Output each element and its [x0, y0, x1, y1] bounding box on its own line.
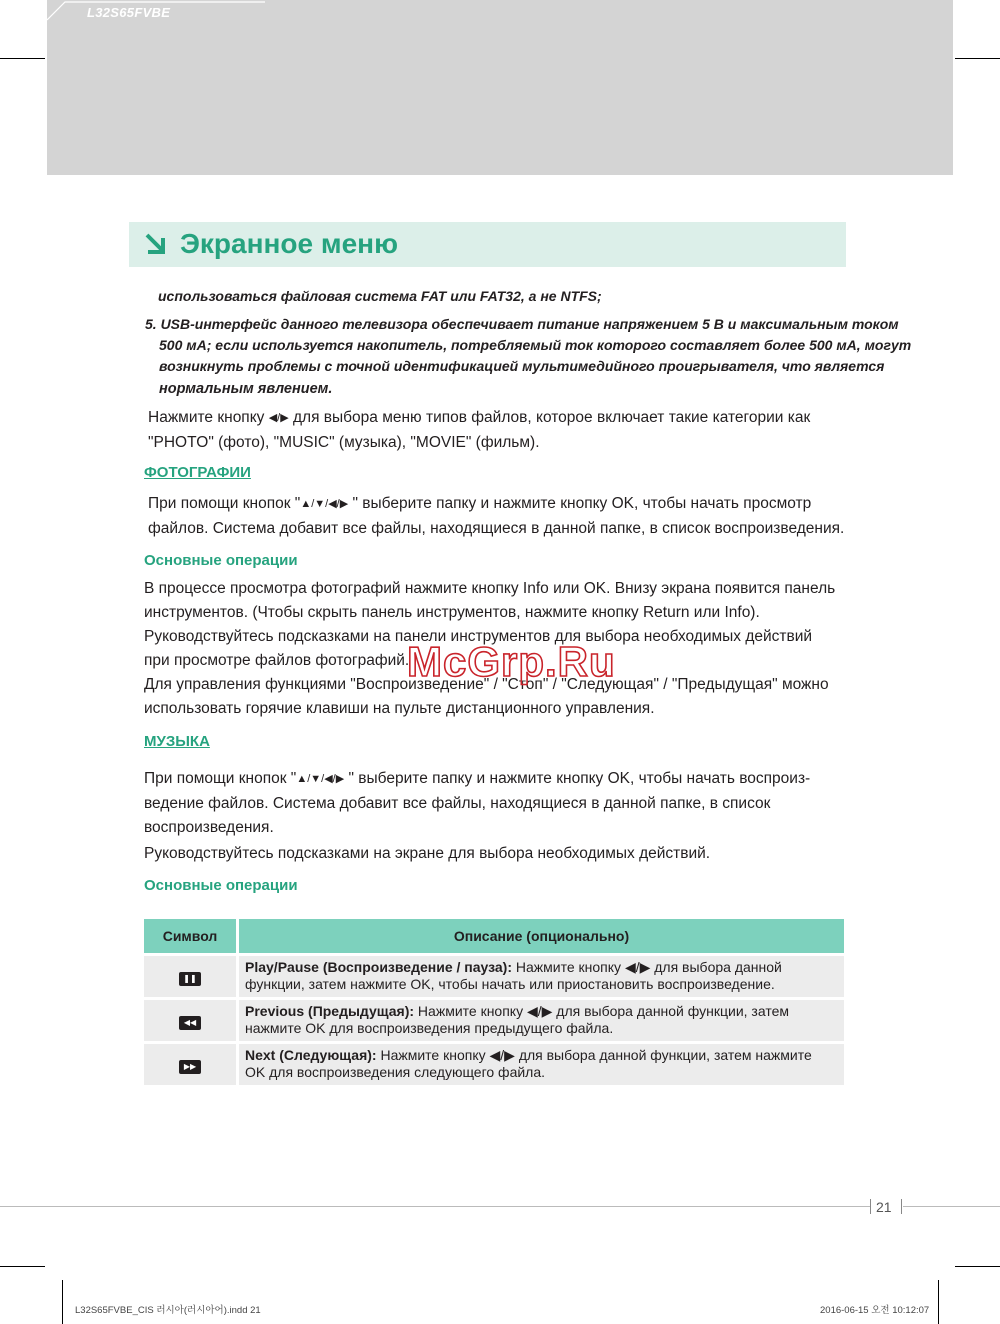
photos-line: файлов. Система добавит все файлы, находящиеся в данной папке, в список воспроизведения. — [148, 519, 845, 537]
operations-table — [144, 916, 844, 1088]
description-cell — [239, 1000, 844, 1041]
text-line: Руководствуйтесь подсказками на панели инструментов для выбора необходимых действий — [144, 628, 813, 645]
text: " выберите папку и нажмите кнопку OK, чтобы начать просмотр — [348, 495, 812, 512]
direction-arrows-icon: ▲/▼/◀/▶ — [296, 773, 345, 785]
crop-mark — [870, 1199, 871, 1214]
note-item-5 — [145, 314, 911, 400]
photos-paragraph — [148, 492, 844, 540]
function-title: Next (Следующая): — [245, 1047, 377, 1063]
function-title: Previous (Предыдущая): — [245, 1003, 415, 1019]
symbol-cell — [144, 1000, 239, 1041]
function-text: OK для воспроизведения следующего файла. — [245, 1064, 546, 1080]
text-line: В процессе просмотра фотографий нажмите кнопку Info или OK. Внизу экрана появится панель — [144, 580, 836, 597]
model-name: L32S65FVBE — [87, 5, 171, 20]
previous-icon: ◀◀ — [179, 1016, 201, 1030]
footer-filename: L32S65FVBE_CIS 러시아(러시아어).indd 21 — [75, 1305, 261, 1316]
function-text: Нажмите кнопку ◀/▶ для выбора данной функции, затем — [414, 1003, 789, 1019]
intro-line — [148, 406, 810, 431]
crop-mark — [903, 1206, 1000, 1207]
photos-ops-heading: Основные операции — [144, 552, 298, 569]
music-line — [144, 767, 810, 792]
function-title: Play/Pause (Воспроизведение / пауза): — [245, 959, 513, 975]
description-cell — [239, 1044, 844, 1085]
left-right-arrows-icon: ◀/▶ — [268, 412, 289, 424]
music-paragraph — [144, 767, 810, 865]
intro-paragraph — [148, 406, 810, 454]
crop-mark — [955, 1266, 1000, 1267]
music-line: ведение файлов. Система добавит все файлы, находящиеся в данной папке, в список — [144, 794, 771, 812]
music-heading: МУЗЫКА — [144, 733, 210, 750]
text: При помощи кнопок " — [148, 495, 301, 512]
intro-line: "PHOTO" (фото), "MUSIC" (музыка), "MOVIE" (фильм). — [148, 433, 540, 451]
crop-mark — [901, 1199, 902, 1214]
table-row — [144, 1000, 844, 1041]
footer-timestamp: 2016-06-15 오전 10:12:07 — [820, 1305, 930, 1316]
text-line: использовать горячие клавиши на пульте дистанционного управления. — [144, 699, 655, 717]
text: Нажмите кнопку — [148, 409, 269, 426]
function-text: нажмите OK для воспроизведения предыдущего файла. — [245, 1020, 614, 1036]
note-line: 5. USB-интерфейс данного телевизора обеспечивает питание напряжением 5 В и максимальным током — [145, 316, 899, 332]
crop-mark — [938, 1280, 939, 1324]
text-line: инструментов. (Чтобы скрыть панель инструментов, нажмите кнопку Return или Info). — [144, 603, 760, 621]
note-line: 500 мА; если используется накопитель, потребляемый ток которого составляет более 500 мА, могут — [159, 337, 912, 353]
page-header — [47, 0, 953, 175]
note-line: возникнуть проблемы с точной идентификацией мультимедийного проигрывателя, что является — [159, 358, 885, 374]
crop-mark — [0, 1266, 45, 1267]
function-text: Нажмите кнопку ◀/▶ для выбора данной — [512, 959, 782, 975]
next-icon: ▶▶ — [179, 1060, 201, 1074]
photos-line — [148, 492, 844, 517]
page-number: 21 — [876, 1199, 892, 1215]
direction-arrows-icon: ▲/▼/◀/▶ — [300, 498, 349, 510]
text-line: Для управления функциями "Воспроизведение" / "Стоп" / "Следующая" / "Предыдущая" можно — [144, 676, 829, 693]
crop-mark — [62, 1280, 63, 1324]
music-line: воспроизведения. — [144, 819, 274, 836]
column-header-description: Описание (опционально) — [239, 919, 844, 953]
text: При помощи кнопок " — [144, 770, 297, 787]
crop-mark — [955, 58, 1000, 59]
column-header-symbol: Символ — [144, 919, 239, 953]
section-title-band — [129, 222, 846, 267]
section-title: Экранное меню — [180, 228, 398, 259]
music-ops-heading: Основные операции — [144, 877, 298, 894]
table-header-row — [144, 919, 844, 953]
crop-mark — [0, 58, 45, 59]
symbol-cell — [144, 1044, 239, 1085]
text-line: при просмотре файлов фотографий. — [144, 651, 410, 669]
function-text: Нажмите кнопку ◀/▶ для выбора данной функции, затем нажмите — [376, 1047, 812, 1063]
model-tag — [47, 0, 265, 26]
arrow-down-right-icon — [143, 230, 169, 258]
table-row — [144, 956, 844, 997]
function-text: функции, затем нажмите OK, чтобы начать или приостановить воспроизведение. — [245, 976, 775, 992]
photos-heading: ФОТОГРАФИИ — [144, 464, 251, 481]
description-cell — [239, 956, 844, 997]
text: " выберите папку и нажмите кнопку OK, чтобы начать воспроиз- — [344, 770, 811, 787]
pause-icon: ❚❚ — [179, 972, 201, 986]
symbol-cell — [144, 956, 239, 997]
note-line: нормальным явлением. — [159, 381, 333, 397]
crop-mark — [0, 1206, 870, 1207]
music-line: Руководствуйтесь подсказками на экране для выбора необходимых действий. — [144, 844, 711, 862]
watermark: McGrp.Ru — [407, 638, 616, 685]
table-row — [144, 1044, 844, 1085]
note-line: использоваться файловая система FAT или FAT32, а не NTFS; — [158, 288, 602, 304]
text: для выбора меню типов файлов, которое включает такие категории как — [288, 409, 811, 426]
